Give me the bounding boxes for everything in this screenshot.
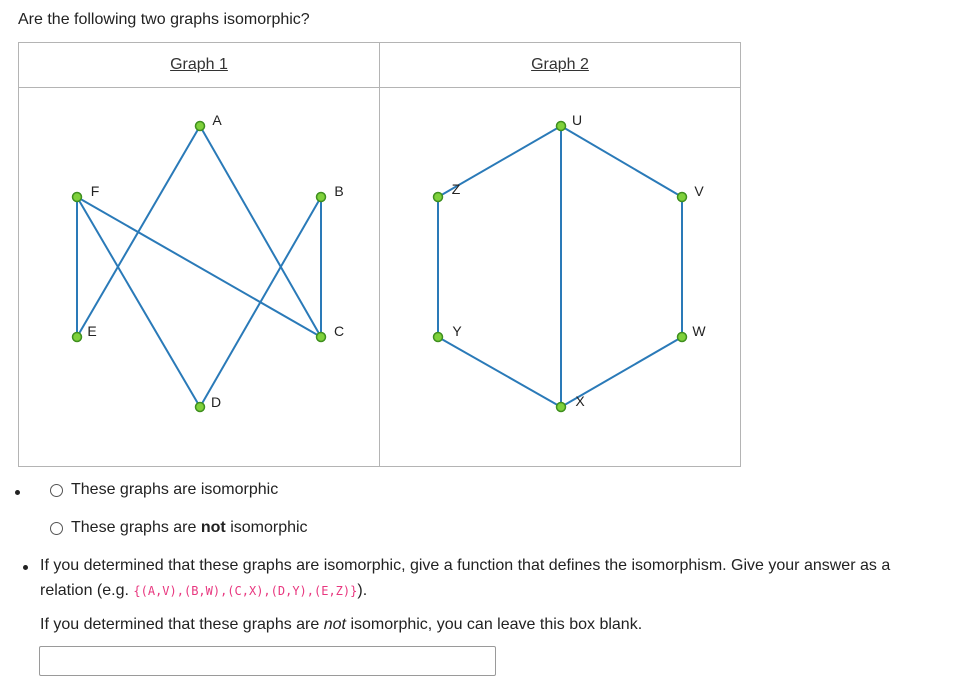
node-y: [434, 333, 443, 342]
instructions-text: If you determined that these graphs are isomorphic, give a function that defines the isomorphism. Give your answer as a relation (e.g.: [40, 557, 891, 599]
node-d: [196, 403, 205, 412]
option-not-bold: not: [200, 519, 226, 536]
isomorphism-instructions: [40, 553, 945, 604]
option-not-suffix: isomorphic: [230, 519, 308, 536]
edge-f-c: [77, 197, 321, 337]
node-w: [678, 333, 687, 342]
node-label-c: C: [333, 323, 345, 339]
radio-isomorphic[interactable]: [50, 484, 63, 497]
node-label-a: A: [212, 112, 222, 128]
option-not-isomorphic-label: [71, 519, 308, 537]
node-c: [317, 333, 326, 342]
node-x: [557, 403, 566, 412]
node-label-f: F: [90, 183, 100, 199]
answer-input[interactable]: [39, 646, 496, 676]
graph-table: [18, 42, 741, 467]
node-label-u: U: [571, 112, 583, 128]
node-label-v: V: [694, 183, 704, 199]
node-label-w: W: [692, 323, 706, 339]
node-b: [317, 193, 326, 202]
blank-note: [40, 612, 945, 637]
instructions-end: ).: [357, 582, 368, 599]
node-e: [73, 333, 82, 342]
node-label-e: E: [87, 323, 97, 339]
blank-note-em: not: [323, 616, 346, 633]
node-label-z: Z: [451, 181, 461, 197]
node-label-d: D: [210, 394, 222, 410]
edge-b-d: [200, 197, 321, 407]
graph-2-diagram: [380, 88, 740, 466]
node-a: [196, 122, 205, 131]
graph-1-diagram: [19, 88, 379, 466]
edge-f-d: [77, 197, 200, 407]
option-isomorphic-label: These graphs are isomorphic: [71, 481, 279, 498]
bullet-2: [23, 565, 28, 570]
radio-not-isomorphic[interactable]: [50, 522, 63, 535]
blank-note-suffix: isomorphic, you can leave this box blank.: [350, 616, 643, 633]
option-isomorphic[interactable]: [50, 481, 278, 499]
node-v: [678, 193, 687, 202]
graph-1-header: [19, 43, 380, 88]
node-u: [557, 122, 566, 131]
edge-a-c: [200, 126, 321, 337]
option-not-isomorphic[interactable]: [50, 519, 308, 537]
bullet-1: [15, 490, 20, 495]
graph-2-cell: [380, 88, 741, 467]
edge-u-v: [561, 126, 682, 197]
node-z: [434, 193, 443, 202]
node-label-x: X: [575, 393, 585, 409]
node-f: [73, 193, 82, 202]
graph-2-title: Graph 2: [531, 56, 589, 73]
option-not-prefix: These graphs are: [71, 519, 197, 536]
graph-1-title: Graph 1: [170, 56, 228, 73]
question-text: Are the following two graphs isomorphic?: [18, 11, 310, 28]
blank-note-prefix: If you determined that these graphs are: [40, 616, 320, 633]
graph-2-header: [380, 43, 741, 88]
graph-1-cell: [19, 88, 380, 467]
node-label-b: B: [334, 183, 344, 199]
edge-y-x: [438, 337, 561, 407]
node-label-y: Y: [452, 323, 462, 339]
example-relation: {(A,V),(B,W),(C,X),(D,Y),(E,Z)}: [133, 584, 358, 598]
